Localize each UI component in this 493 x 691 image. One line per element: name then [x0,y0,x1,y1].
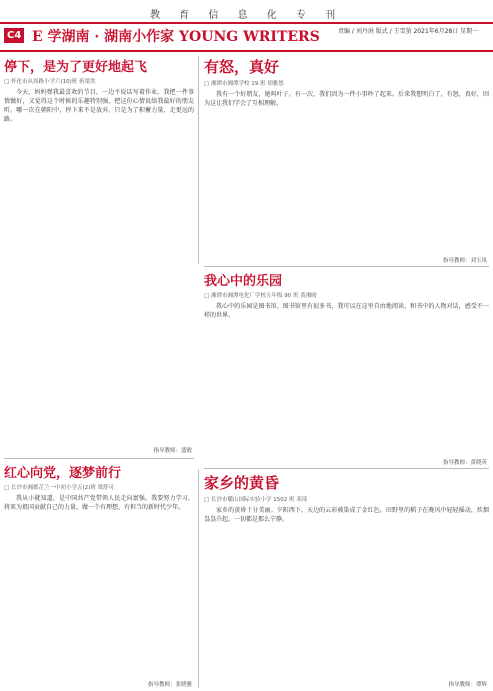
section-divider [204,266,489,267]
article-hometown-dusk [204,472,489,688]
masthead-rule [0,50,493,52]
article-title: 停下，是为了更好地起飞 [4,60,148,75]
section-divider [4,458,194,459]
editorial-info: 责编 / 刘丹涓 版式 / 王雪萤 2021年6月28日 星期一 [338,28,479,35]
column-divider [198,470,199,688]
column-divider [198,56,199,264]
article-teacher: 指导教师：盛敏 [153,448,192,454]
article-title: 有怒，真好 [204,58,280,76]
article-teacher: 指导教师：黄晓英 [442,460,487,466]
article-title: 家乡的黄昏 [204,474,280,492]
section-divider [204,468,489,469]
article-teacher: 指导教师：谭辉 [448,682,487,688]
article-byline: □ 长沙市麓山国际实验小学 1502 班 邓琦 [204,497,308,503]
masthead-row [0,24,493,50]
article-anger-good [204,56,489,264]
masthead-title: E 学湖南 · 湖南小作家 YOUNG WRITERS [32,29,320,45]
article-byline: □ 湘潭市湘潭电化厂学校五年级 90 班 黄湘晴 [204,293,317,299]
article-body: 今天，妈妈弹我最喜欢的节目，一边不说话写着作业。我把一件事情做好，又觉得这个时候的乐趣特别强，把这份心情说给我最好的朋友听。哪一次在朝阳中，停下来不是放弃，只是为了积蓄力量，走更远的路。 [4,89,194,123]
article-body: 我有一个好朋友，她叫叶子。有一次，我们因为一件小事吵了起来。后来我想明白了，有怒，真好，因为这让我们学会了互相理解。 [204,91,489,107]
section-slogan: 教 育 信 息 化 专 刊 [150,10,344,21]
article-teacher: 指导教师：刘玉凤 [442,258,487,264]
article-byline: □ 湘潭市湘潭学校 19 班 胡雅悠 [204,81,284,87]
article-title: 红心向党，逐梦前行 [4,466,122,481]
article-stop-to-fly [4,56,194,454]
article-teacher: 指导教师：张晓雅 [147,682,192,688]
article-my-paradise [204,270,489,466]
article-body: 我从小就知道，是中国共产党带领人民走向富强。我要努力学习，将来为祖国贡献自己的力量，做一个有理想、有担当的新时代少年。 [4,495,194,511]
article-body: 家乡的黄昏十分美丽。夕阳西下，天边的云彩被染成了金红色，田野里的稻子在晚风中轻轻摇动，炊烟袅袅升起，一切都是那么宁静。 [204,507,489,523]
article-title: 我心中的乐园 [204,274,283,289]
article-byline: □ 怀化市从周路小学六(10)班 蒋梁然 [4,79,96,85]
article-byline: □ 长沙市湘郡芷兰一中初小学五(2)班 梁舒可 [4,485,114,491]
article-red-heart [4,462,194,688]
page-number: C4 [4,28,24,43]
article-body: 我心中的乐园是图书馆。图书馆里有很多书，我可以在这里自由地阅读，和书中的人物对话，感受不一样的世界。 [204,303,489,319]
